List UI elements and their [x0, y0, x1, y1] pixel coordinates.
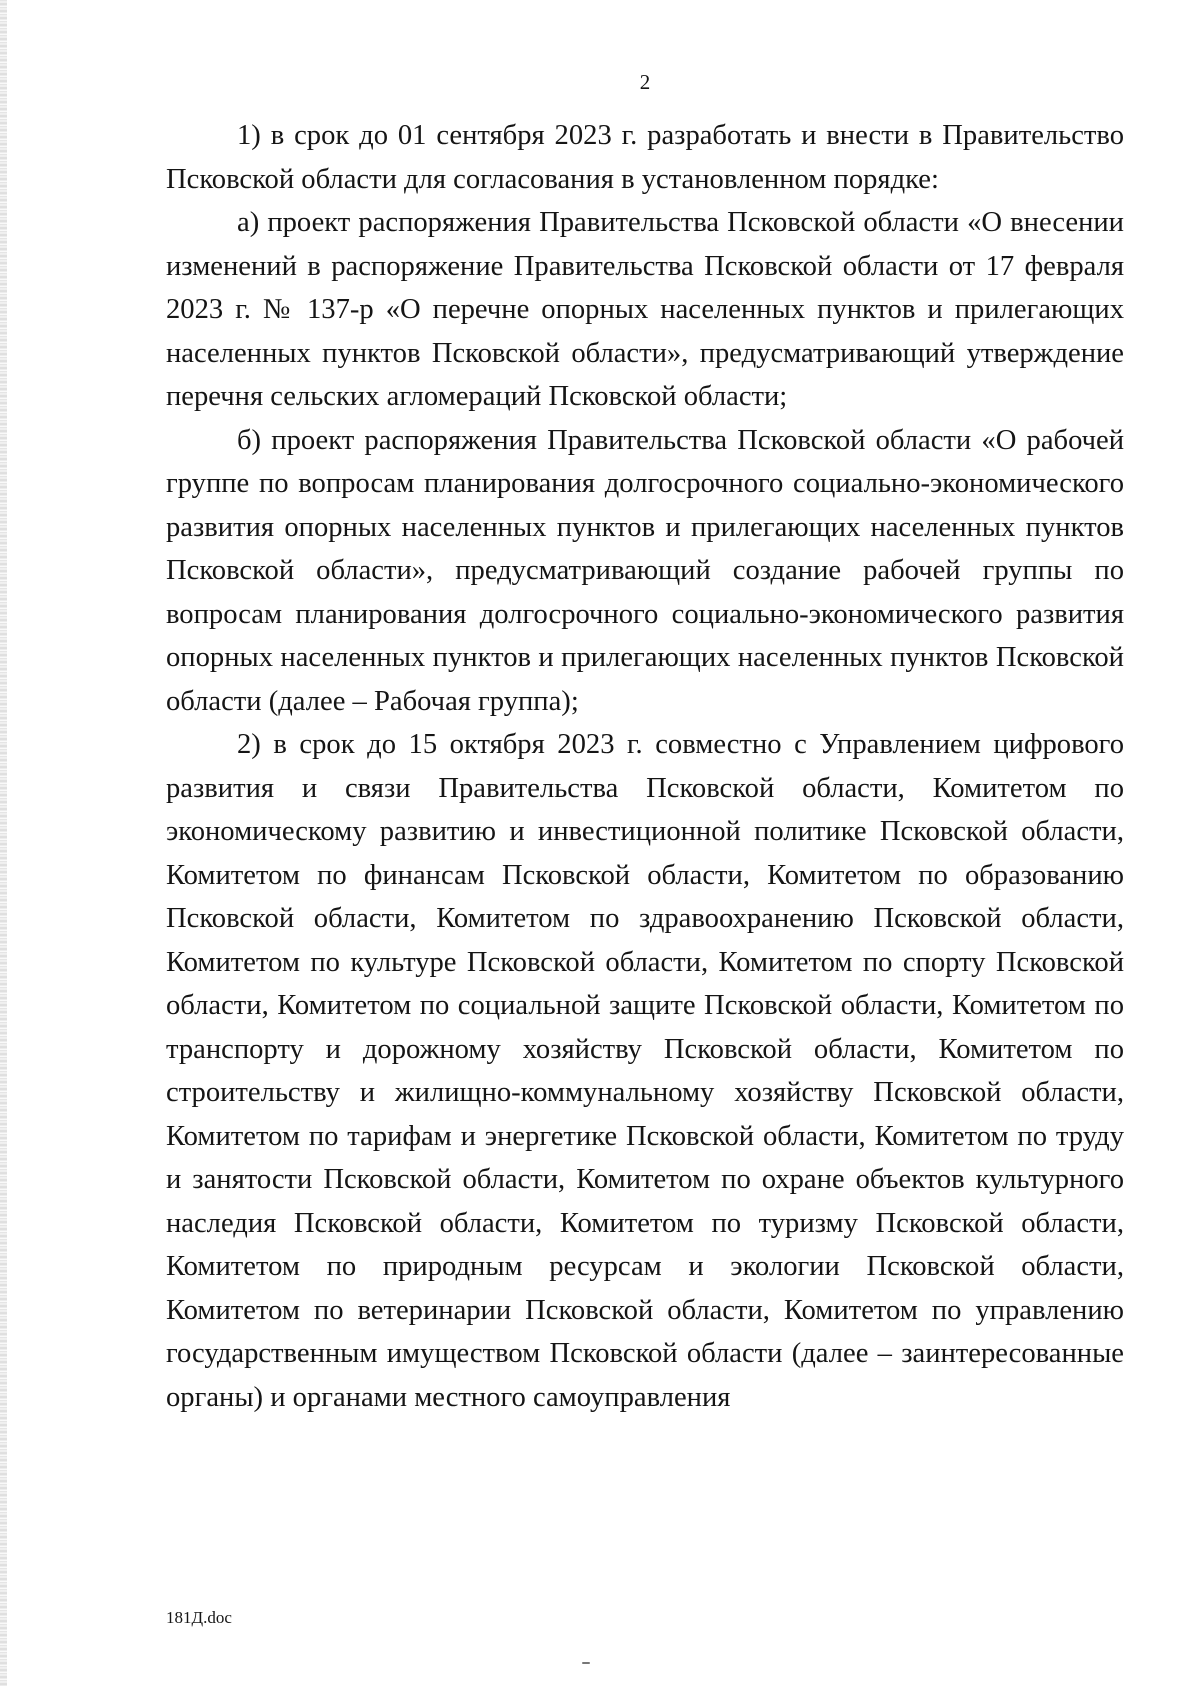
paragraph-item-1a: а) проект распоряжения Правительства Псковской области «О внесении изменений в распоряжение Правительства Псковской области от 17 февраля 2023 г. № 137-р «О перечне опорных населенных пунктов и прилегающих населенных пунктов Псковской области», предусматривающий утверждение перечня сельских агломераций Псковской области;	[166, 207, 1124, 412]
document-body	[166, 114, 1124, 1419]
paragraph-item-2: 2) в срок до 15 октября 2023 г. совместно с Управлением цифрового развития и связи Правительства Псковской области, Комитетом по экономическому развитию и инвестиционной политике Псковской области, Комитетом по финансам Псковской области, Комитетом по образованию Псковской области, Комитетом по здравоохранению Псковской области, Комитетом по культуре Псковской области, Комитетом по спорту Псковской области, Комитетом по социальной защите Псковской области, Комитетом по транспорту и дорожному хозяйству Псковской области, Комитетом по строительству и жилищно-коммунальному хозяйству Псковской области, Комитетом по тарифам и энергетике Псковской области, Комитетом по труду и занятости Псковской области, Комитетом по охране объектов культурного наследия Псковской области, Комитетом по туризму Псковской области, Комитетом по природным ресурсам и экологии Псковской области, Комитетом по ветеринарии Псковской области, Комитетом по управлению государственным имуществом Псковской области (далее – заинтересованные органы) и органами местного самоуправления	[166, 729, 1124, 1413]
paragraph-item-1b: б) проект распоряжения Правительства Псковской области «О рабочей группе по вопросам планирования долгосрочного социально-экономического развития опорных населенных пунктов и прилегающих населенных пунктов Псковской области», предусматривающий создание рабочей группы по вопросам планирования долгосрочного социально-экономического развития опорных населенных пунктов и прилегающих населенных пунктов Псковской области (далее – Рабочая группа);	[166, 424, 1124, 717]
page-number: 2	[639, 70, 651, 94]
paragraph-item-1: 1) в срок до 01 сентября 2023 г. разработать и внести в Правительство Псковской области для согласования в установленном порядке:	[166, 120, 1124, 195]
scan-speck-artifact	[582, 1662, 590, 1664]
file-name-footer: 181Д.doc	[166, 1608, 232, 1627]
scan-edge-artifact	[0, 0, 7, 1686]
